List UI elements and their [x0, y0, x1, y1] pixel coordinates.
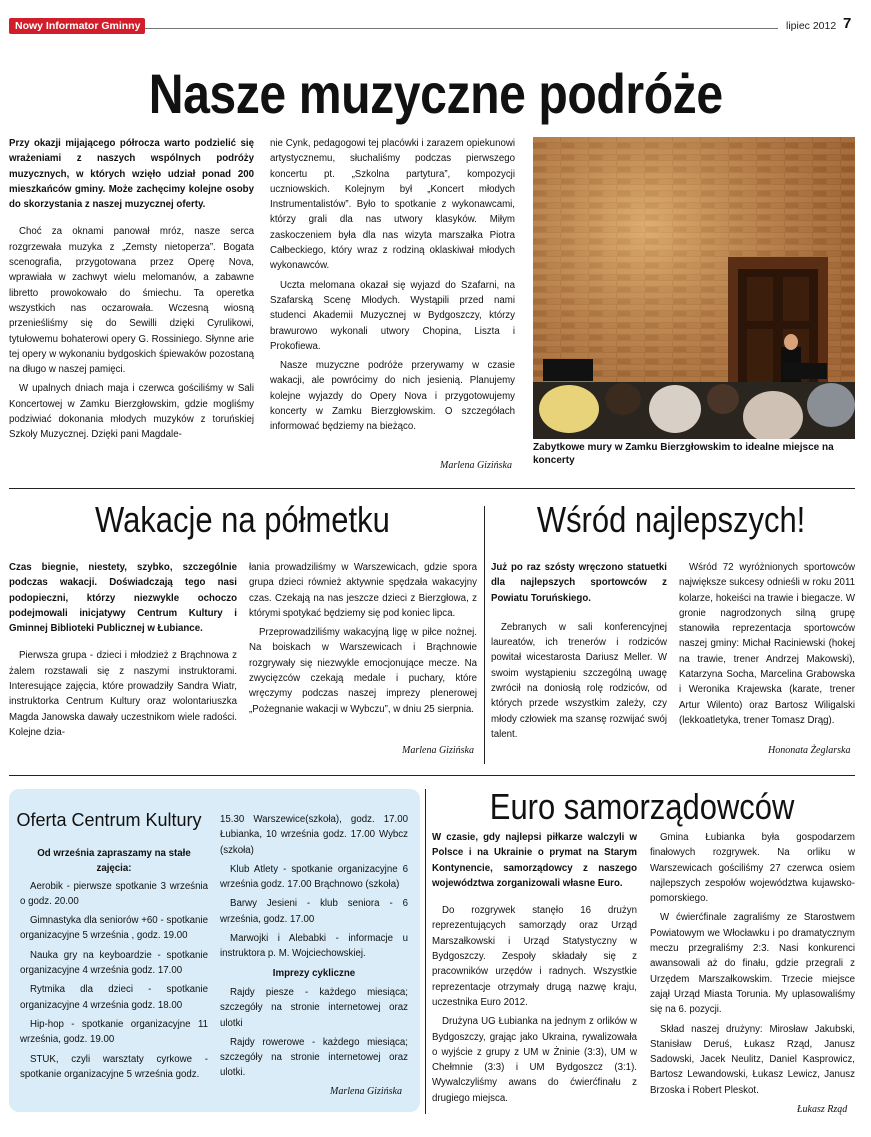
article4-paragraph: Skład naszej drużyny: Mirosław Jakubski, Stanisław Deruś, Łukasz Rząd, Janusz Sadowski, Jacek Neulitz, Daniel Kasprowicz, Bartosz Lewandowski, Łukasz Lewicz, Janusz Brzoska i Robert Pleskot. [650, 1023, 855, 1096]
concert-photo-drawing [533, 137, 855, 439]
offer-list-item: 15.30 Warszewice(szkoła), godz. 17.00 Łubianka, 10 września godz. 17.00 Wybcz (szkoła) [220, 814, 408, 856]
cyclic-item: Rajdy piesze - każdego miesiąca; szczegóły na stronie internetowej oraz ulotki [220, 986, 408, 1029]
offer-list-item: Gimnastyka dla seniorów +60 - spotkanie organizacyjne 5 września , godz. 19.00 [20, 915, 208, 942]
article1-paragraph: nie Cynk, pedagogowi tej placówki i zarazem opiekunowi artystycznemu, słuchaliśmy podczas pierwszego koncertu pt. „Szkolna partytura”, kompozycji uczniowskich. Kolejnym był „Koncert młodych Instrumentalistów”. Było to spotkanie z wykonawcami, którzy grali dla nas utwory klasyków. Miłym zaskoczeniem była dla nas wizyta marszałka Piotra Całbeckiego, który wraz z rodziną oklaskiwał młodych wykonawców. [270, 138, 515, 272]
article4-title: Euro samorządowców [490, 786, 795, 827]
offer-box-col2 [220, 812, 408, 1085]
article1-paragraph: Uczta melomana okazał się wyjazd do Szafarni, na Szafarską Scenę Młodych. Wystąpili przed nami studenci Akademii Muzycznej w Bydgoszczy, którzy brawurowo wykonali utwory Chopina, Liszta i Prokofiewa. [270, 279, 515, 352]
article3-paragraph: Wśród 72 wyróżnionych sportowców największe sukcesy odnieśli w roku 2011 kolarze, hokeiści na trawie i biegacze. W gronie nagrodzonych silną grupę stanowiła reprezentacja sportowców naszej gminy: Michał Raciniewski (hokej na trawie, trener Andrzej Makowski), Katarzyna Socha, Marcelina Grabowska i Weronika Krajewska (karate, trener Artur Wilento) oraz Bartosz Wiligalski (lekkoatletyka, trener Tomasz Drąg). [679, 562, 855, 726]
offer-box-col1 [20, 846, 208, 1086]
article3-signature: Hononata Żeglarska [768, 745, 851, 756]
article2-signature: Marlena Gizińska [402, 745, 474, 756]
offer-list-item: Barwy Jesieni - klub seniora - 6 września, godz. 17.00 [220, 898, 408, 925]
article2-title: Wakacje na półmetku [94, 499, 390, 540]
column-divider [425, 789, 426, 1114]
offer-list-item: Aerobik - pierwsze spotkanie 3 września o godz. 20.00 [20, 880, 208, 907]
article4-paragraph: W ćwierćfinale zagraliśmy ze Starostwem Powiatowym we Włocławku i po dramatycznym meczu przegraliśmy 2:3. Nasi konkurenci awansowali aż do finału, gdzie przegrali z Urzędem Marszałkowskim. Trzecie miejsce zajął Urząd Miasta Torunia. My uplasowaliśmy się na 6. pozycji. [650, 912, 855, 1016]
article1-signature: Marlena Gizińska [440, 460, 512, 471]
offer-box-subtitle: Od września zapraszamy na stałe zajęcia: [37, 848, 191, 875]
section-divider [9, 488, 855, 489]
offer-list-item: Nauka gry na keyboardzie - spotkanie organizacyjne 4 września godz. 17.00 [20, 949, 208, 977]
offer-list-item: Marwojki i Alebabki - informacje u instruktora p. M. Wojciechowskiej. [220, 933, 408, 960]
article1-col1 [9, 136, 254, 447]
page-number: 7 [843, 15, 852, 32]
article4-paragraph: Drużyna UG Łubianka na jednym z orlików w Bydgoszczy, grając jako Ukraina, rywalizowała o wyjście z grupy z UM w Żninie (3:3), UM w Chełmnie (3:3) i UM Bydgoszcz (3:1). Wywalczyliśmy awans do ćwierćfinału z drugiego miejsca. [432, 1016, 637, 1104]
offer-list-item: Klub Atlety - spotkanie organizacyjne 6 września godz. 17.00 Brąchnowo (szkoła) [220, 863, 408, 891]
brand-name: Nowy Informator Gminny [15, 20, 141, 32]
article3-col1 [491, 560, 667, 746]
article4-paragraph: Do rozgrywek stanęło 16 drużyn reprezentujących samorządy oraz Urząd Marszałkowski i Urząd Statystyczny w Bydgoszczy. Zespoły składały się z pracowników urzędów i radnych. Wszystkie reprezentacje otrzymały drugą nazwę kraju, uczestnika Euro 2012. [432, 905, 637, 1008]
offer-list-item: STUK, czyli warsztaty cyrkowe - spotkanie organizacyjne 5 września godz. [20, 1053, 208, 1080]
photo-caption: Zabytkowe mury w Zamku Bierzgłowskim to idealne miejsce na koncerty [533, 442, 834, 466]
concert-photo [533, 137, 855, 439]
article1-title: Nasze muzyczne podróże [148, 62, 723, 125]
article2-lead: Czas biegnie, niestety, szybko, szczególnie podczas wakacji. Doświadczają tego nasi podopieczni, którzy niezwykle ochoczo podejmowali inicjatywy Centrum Kultury i Gminnej Biblioteki Publicznej w Łubiance. [9, 562, 237, 635]
article3-paragraph: Zebranych w sali konferencyjnej laureatów, ich trenerów i rodziców powitał wicestarosta Dariusz Meller. W swoim wystąpieniu szczególną uwagę zwrócił na doniosłą rolę rodziców, od których przede wszystkim zależy, czy młody człowiek ma szansę rozwijać swój talent. [491, 621, 667, 740]
column-divider [484, 506, 485, 764]
section-divider [9, 775, 855, 776]
article4-title-wrap [430, 782, 855, 832]
article2-col1 [9, 560, 237, 744]
cyclic-item: Rajdy rowerowe - każdego miesiąca; szczegóły na stronie internetowej oraz ulotki. [220, 1036, 408, 1079]
offer-list-item: Rytmika dla dzieci - spotkanie organizacyjne 4 września godz. 18.00 [20, 984, 208, 1011]
article2-title-wrap [9, 495, 475, 545]
cyclic-heading: Imprezy cykliczne [272, 967, 356, 979]
article1-title-wrap [0, 60, 871, 128]
article2-paragraph: Przeprowadziliśmy wakacyjną ligę w piłce nożnej. Na boiskach w Warszewicach i Brąchnowie rozgrywały się niezwykle emocjonujące mecze. Na zwycięzców czekają medale i puchary, które wręczymy podczas naszej imprezy plenerowej „Pożegnanie wakacji w Wybczu”, w dniu 25 sierpnia. [249, 627, 477, 715]
article4-col2 [650, 830, 855, 1102]
article2-paragraph: łania prowadziliśmy w Warszewicach, gdzie spora grupa dzieci również aktywnie spędzała wakacyjny czas. Czekają na nas jeszcze dzieci z Bierzgłowa, z którymi spotykać będziemy się pod koniec lipca. [249, 562, 477, 619]
article1-col2 [270, 136, 515, 439]
article3-title-wrap [488, 495, 855, 545]
article3-lead: Już po raz szósty wręczono statuetki dla najlepszych sportowców z Powiatu Toruńskiego. [491, 562, 667, 604]
article1-paragraph: W upalnych dniach maja i czerwca gościliśmy w Sali Koncertowej w Zamku Bierzgłowskim, gdzie mogliśmy podziwiać dokonania młodych muzyków z toruńskiej Szkoły Muzycznej. Dzięki pani Magdale- [9, 383, 254, 441]
article4-col1 [432, 830, 637, 1110]
article1-paragraph: Choć za oknami panował mróz, nasze serca rozgrzewała muzyka z „Zemsty nietoperza”. Bogata scenografia, przygotowana przez Operę Nova, wprawiała w zachwyt wielu melomanów, a zabawne libretto prowokowało do śmiechu. Ta operetka wszystkich nas oczarowała. Wczesną wiosną przenieśliśmy się do Sewilli dzięki Cyrulikowi, tytułowemu bohaterowi opery G. Rossiniego. Słynne arie tej opery w wykonaniu bydgoskich śpiewaków pozostaną na długo w naszej pamięci. [9, 226, 254, 376]
article4-paragraph: Gmina Łubianka była gospodarzem finałowych rozgrywek. Na orliku w Warszewicach gościliśmy 27 czerwca osiem najlepszych zespołów województwa kujawsko-pomorskiego. [650, 832, 855, 905]
article3-col2 [679, 560, 855, 732]
article4-lead: W czasie, gdy najlepsi piłkarze walczyli w Polsce i na Ukrainie o prymat na Starym Kontynencie, samorządowcy z naszego województwa zorganizowali własne Euro. [432, 832, 637, 889]
brand-badge [9, 18, 145, 34]
article2-paragraph: Pierwsza grupa - dzieci i młodzież z Brąchnowa z żalem rozstawali się z naszymi instruktorami. Interesujące zajęcia, które prowadziły Sandra Wiatr, instruktorka Centrum Kultury oraz wolontariuszka Magda Janowska dawały uczestnikom wiele radości. Kolejne dzia- [9, 650, 237, 738]
article1-paragraph: Nasze muzyczne podróże przerywamy w czasie wakacji, ale powrócimy do nich jesienią. Planujemy kolejne wyjazdy do Opery Nova i przygotowujemy koncerty w Zamku Bierzgłowskim. O szczegółach informować będziemy na bieżąco. [270, 360, 515, 433]
offer-box-title: Oferta Centrum Kultury [16, 810, 202, 830]
header-rule [145, 28, 778, 29]
article3-title: Wśród najlepszych! [537, 499, 806, 540]
offer-list-item: Hip-hop - spotkanie organizacyjne 11 września, godz. 19.00 [20, 1018, 208, 1046]
article4-signature: Łukasz Rząd [797, 1104, 848, 1115]
article1-lead: Przy okazji mijającego półrocza warto podzielić się wrażeniami z naszych wspólnych podróży muzycznych, w których wzięło udział ponad 200 mieszkańców gminy. Może zachęcimy kolejne osoby do skorzystania z naszej muzycznej oferty. [9, 138, 254, 211]
article2-col2 [249, 560, 477, 721]
issue-date: lipiec 2012 [786, 20, 837, 32]
offer-box-signature: Marlena Gizińska [330, 1086, 402, 1097]
